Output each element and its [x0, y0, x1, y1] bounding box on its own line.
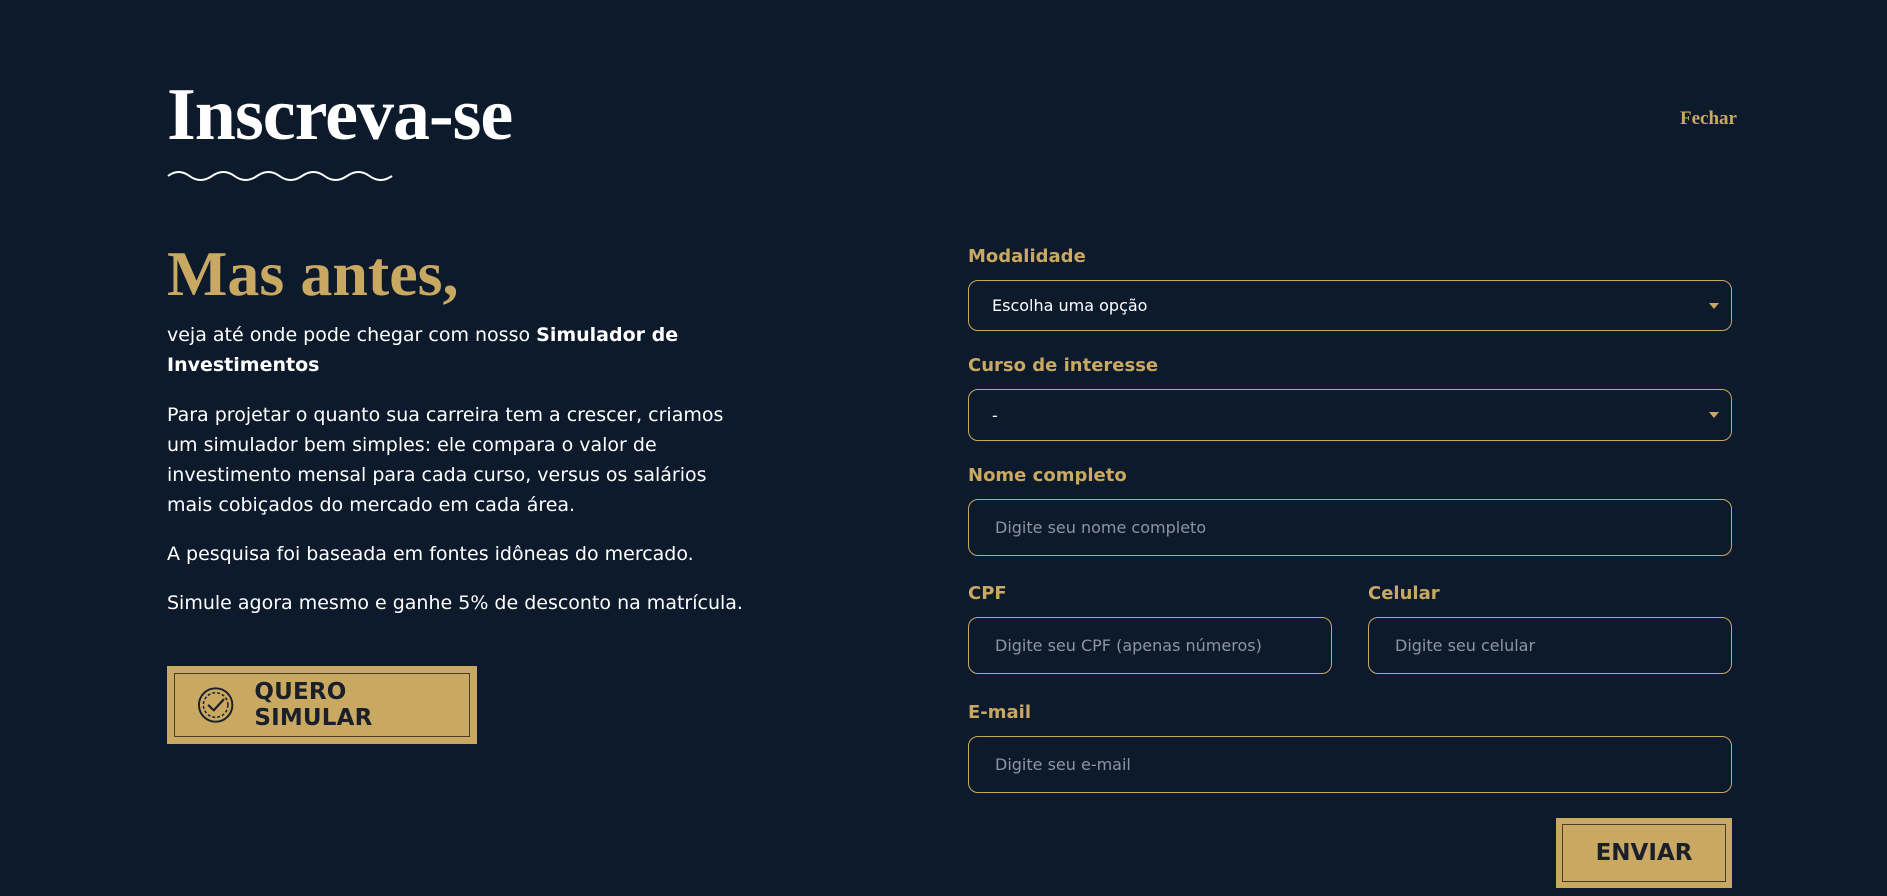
simulate-button[interactable] [167, 666, 477, 744]
cpf-input[interactable] [968, 617, 1332, 674]
intro-heading: Mas antes, [167, 238, 459, 309]
phone-input[interactable] [1368, 617, 1732, 674]
name-label: Nome completo [968, 465, 1127, 486]
submit-button-frame [1562, 824, 1726, 882]
email-input-placeholder: Digite seu e-mail [995, 755, 1131, 774]
chevron-down-icon [1709, 412, 1719, 418]
wave-divider-icon [167, 168, 393, 184]
intro-lead-bold: Simulador de Investimentos [167, 324, 679, 376]
intro-paragraph: Simule agora mesmo e ganhe 5% de desconto na matrícula. [167, 592, 743, 614]
simulate-button-label: QUERO SIMULAR [254, 679, 373, 731]
page-title: Inscreva-se [167, 74, 513, 156]
modality-select[interactable] [968, 280, 1732, 331]
intro-paragraph: A pesquisa foi baseada em fontes idôneas do mercado. [167, 543, 694, 565]
chevron-down-icon [1709, 303, 1719, 309]
course-label: Curso de interesse [968, 355, 1159, 376]
cpf-label: CPF [968, 583, 1007, 604]
submit-button[interactable] [1556, 818, 1732, 888]
email-input[interactable] [968, 736, 1732, 793]
intro-lead-text: veja até onde pode chegar com nosso [167, 324, 537, 346]
course-select-value: - [992, 405, 998, 425]
phone-label: Celular [1368, 583, 1440, 604]
intro-paragraph: Para projetar o quanto sua carreira tem a crescer, criamos um simulador bem simples: ele compara o valor de investimento mensal para cada curso, versus os salários mais cobiçados do mercado em cada área. [167, 404, 724, 516]
close-link[interactable]: Fechar [1680, 108, 1737, 129]
phone-input-placeholder: Digite seu celular [1395, 636, 1536, 655]
modality-label: Modalidade [968, 246, 1086, 267]
cpf-input-placeholder: Digite seu CPF (apenas números) [995, 636, 1262, 655]
simulate-button-frame [174, 673, 470, 737]
intro-lead [167, 320, 757, 380]
email-label: E-mail [968, 702, 1032, 723]
intro-section [167, 236, 757, 618]
course-select[interactable] [968, 389, 1732, 441]
modality-select-value: Escolha uma opção [992, 296, 1148, 315]
name-input[interactable] [968, 499, 1732, 556]
name-input-placeholder: Digite seu nome completo [995, 518, 1207, 537]
submit-button-label: ENVIAR [1595, 840, 1693, 866]
check-badge-icon [197, 686, 234, 724]
